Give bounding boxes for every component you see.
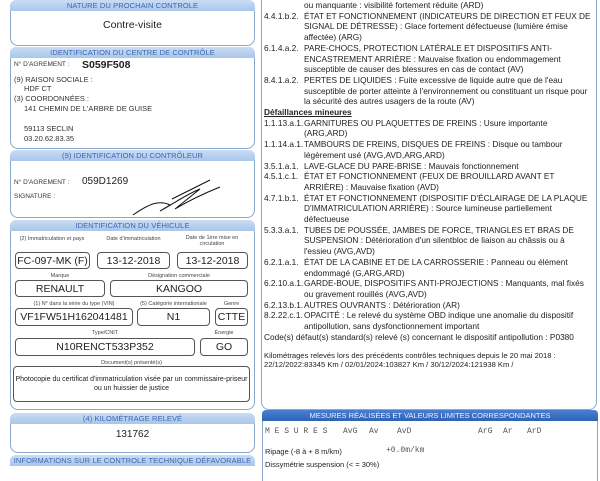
defect-text: ÉTAT ET FONCTIONNEMENT (INDICATEURS DE DIRECTION ET FEUX DE SIGNAL DE DÉTRESSE) : Glace fortement défectueuse (lumière émise affectée) (ARG) — [304, 10, 591, 43]
defect-code: 4.5.1.c.1. — [264, 171, 299, 182]
genre-label: Genre — [223, 301, 240, 307]
defect-item — [264, 278, 592, 299]
defect-text: TUBES DE POUSSÉE, JAMBES DE FORCE, TRIANGLES ET BRAS DE SUSPENSION : Détérioration d'un silentbloc de liaison au châssis ou à l'essieu (AVG,AVD) — [304, 224, 574, 257]
col-avg: AvG — [343, 427, 358, 436]
raison-value: HDF CT — [24, 84, 52, 93]
defect-item — [264, 161, 592, 172]
signature-label: SIGNATURE : — [14, 193, 56, 200]
designation-label: Désignation commerciale — [148, 273, 210, 279]
categorie-label: (5) Catégorie internationale — [140, 301, 207, 307]
defect-code: 1.1.14.a.1. — [264, 139, 304, 150]
col-avd: AvD — [397, 427, 412, 436]
defect-code: 4.7.1.b.1. — [264, 192, 299, 203]
docs-label: Document(s) présenté(s) — [101, 360, 162, 366]
signature-image — [130, 175, 225, 220]
major-defects-list — [264, 0, 592, 107]
col-ar: Ar — [503, 427, 513, 436]
defect-text: GARDE-BOUE, DISPOSITIFS ANTI-PROJECTIONS : Manquants, mal fixés ou gravement rouillés (AVG,AVD) — [304, 278, 584, 299]
defect-code: 6.2.10.a.1. — [264, 278, 304, 289]
defect-item — [264, 193, 592, 225]
defect-code: 6.1.4.a.2. — [264, 42, 299, 53]
raison-label: (9) RAISON SOCIALE : — [14, 75, 93, 84]
defect-text: LAVE-GLACE DU PARE-BRISE : Mauvais fonctionnement — [304, 160, 519, 171]
measures-header: MESURES RÉALISÉES ET VALEURS LIMITES CORRESPONDANTES — [262, 410, 598, 421]
next-control-value: Contre-visite — [103, 19, 162, 31]
defect-item — [264, 225, 592, 257]
defect-text: ÉTAT ET FONCTIONNEMENT (DISPOSITIF D'ÉCLAIRAGE DE LA PLAQUE D'IMMATRICULATION ARRIÈRE) : Source lumineuse partiellement défectueuse — [304, 192, 588, 225]
previous-km: Kilométrages relevés lors des précédents contrôles techniques depuis le 20 mai 2018 : 22/12/2022:83345 Km / 02/01/2024:103827 Km / 30/12/2024:121938 Km / — [264, 350, 556, 369]
date-immat-label: Date d'immatriculation — [106, 236, 161, 242]
vin-label: (1) N° dans la série du type (VIN) — [33, 301, 115, 307]
col-ard: ArD — [527, 427, 542, 436]
km-value: 131762 — [115, 429, 150, 440]
centre-agrement-label: N° D'AGREMENT : — [14, 61, 70, 68]
defect-item — [264, 139, 592, 160]
categorie-field: N1 — [137, 308, 210, 326]
date-circ-field: 13-12-2018 — [177, 252, 248, 269]
defect-code: 1.1.13.a.1. — [264, 117, 304, 128]
defect-item — [264, 257, 592, 278]
defect-text: ÉTAT DE LA CABINE ET DE LA CARROSSERIE : Panneau ou élément endommagé (G,ARG,ARD) — [304, 256, 568, 278]
controleur-agrement: 059D1269 — [82, 176, 129, 187]
defect-item — [264, 0, 592, 11]
centre-agrement: S059F508 — [82, 59, 131, 71]
defect-item — [264, 300, 592, 311]
marque-field: RENAULT — [15, 280, 105, 297]
defect-code: 8.4.1.a.2. — [264, 74, 299, 85]
vin-field: VF1FW51H162041481 — [15, 308, 133, 326]
defect-code: 4.4.1.b.2. — [264, 10, 299, 21]
immat-field: FC-097-MK (F) — [15, 252, 90, 269]
date-circ-label: Date de 1ère mise en circulation — [185, 235, 239, 247]
controleur-agrement-label: N° D'AGREMENT : — [14, 179, 70, 186]
next-control-header: NATURE DU PROCHAIN CONTROLE — [10, 0, 255, 11]
defect-text: AUTRES OUVRANTS : Détérioration (AR) — [304, 299, 460, 310]
defect-code: 8.2.22.c.1. — [264, 310, 303, 321]
defect-text: ou manquante : visibilité fortement réduite (ARD) — [304, 0, 484, 10]
defect-code: 6.2.1.a.1. — [264, 256, 299, 267]
col-mesures: M E S U R E S — [265, 427, 328, 436]
defect-item — [264, 310, 592, 331]
date-immat-field: 13-12-2018 — [97, 252, 170, 269]
centre-address: 141 CHEMIN DE L'ARBRE DE GUISE — [24, 104, 153, 113]
ripage-label: Ripage (-8 à + 8 m/km) — [265, 447, 342, 456]
suspension-label: Dissymétrie suspension (< = 30%) — [265, 460, 380, 469]
controleur-header: (9) IDENTIFICATION DU CONTRÔLEUR — [10, 150, 255, 161]
col-av: Av — [369, 427, 379, 436]
defect-text: PARE-CHOCS, PROTECTION LATÉRALE ET DISPOSITIFS ANTI-ENCASTREMENT ARRIÈRE : Mauvaise fixation ou endommagement susceptible de causer des blessures en cas de contact (AV) — [304, 42, 561, 75]
genre-field: CTTE — [215, 308, 248, 326]
defect-item — [264, 171, 592, 192]
immat-label: (2) Immatriculation et pays — [19, 236, 85, 242]
col-arg: ArG — [478, 427, 493, 436]
defect-text: ÉTAT ET FONCTIONNEMENT (FEUX DE BROUILLARD AVANT ET ARRIÈRE) : Mauvaise fixation (AVD) — [304, 171, 555, 192]
centre-header: IDENTIFICATION DU CENTRE DE CONTRÔLE — [10, 47, 255, 58]
energie-label: Énergie — [214, 330, 234, 336]
defect-text: PERTES DE LIQUIDES : Fuite excessive de liquide autre que de l'eau susceptible de porter atteinte à l'environnement ou constituant un risque pour la sécurité des autres usagers de la route (AV) — [304, 74, 588, 107]
obd-codes: Code(s) défaut(s) standard(s) relevé (s) concernant le dispositif antipollution : P0380 — [264, 331, 574, 342]
defect-code: 3.5.1.a.1. — [264, 160, 299, 171]
docs-field: Photocopie du certificat d'immatriculation visée par un commissaire-priseur ou un huissier de justice — [13, 366, 250, 402]
designation-field: KANGOO — [110, 280, 248, 297]
vehicle-header: IDENTIFICATION DU VÉHICULE — [10, 220, 255, 231]
defect-code: 6.2.13.b.1. — [264, 299, 304, 310]
centre-city: 59113 SECLIN — [24, 124, 74, 133]
defect-item — [264, 43, 592, 75]
defect-item — [264, 75, 592, 107]
defect-item — [264, 118, 592, 139]
info-header: INFORMATIONS SUR LE CONTROLE TECHNIQUE DÉFAVORABLE — [10, 455, 255, 466]
defect-code: 5.3.3.a.1. — [264, 224, 299, 235]
defects-panel — [261, 0, 597, 410]
defect-text: TAMBOURS DE FREINS, DISQUES DE FREINS : Disque ou tambour légèrement usé (AVG,AVD,ARG,ARD) — [304, 139, 563, 160]
km-header: (4) KILOMÉTRAGE RELEVÉ — [10, 413, 255, 424]
defect-text: GARNITURES OU PLAQUETTES DE FREINS : Usure importante (ARG,ARD) — [304, 117, 548, 139]
defect-item — [264, 11, 592, 43]
defect-text: OPACITÉ : Le relevé du système OBD indique une anomalie du dispositif antipollution, sans dysfonctionnement important — [304, 310, 574, 332]
ripage-value: +0.0m/km — [386, 446, 425, 455]
coord-label: (3) COORDONNÉES : — [14, 94, 90, 103]
minor-defects-list — [264, 118, 592, 332]
type-label: Type/CNIT — [91, 330, 119, 336]
centre-phone: 03.20.62.83.35 — [24, 134, 75, 143]
minor-defects-title: Défaillances mineures — [264, 107, 352, 118]
marque-label: Marque — [50, 273, 70, 279]
type-field: N10RENCT533P352 — [15, 338, 195, 356]
energie-field: GO — [200, 338, 248, 356]
